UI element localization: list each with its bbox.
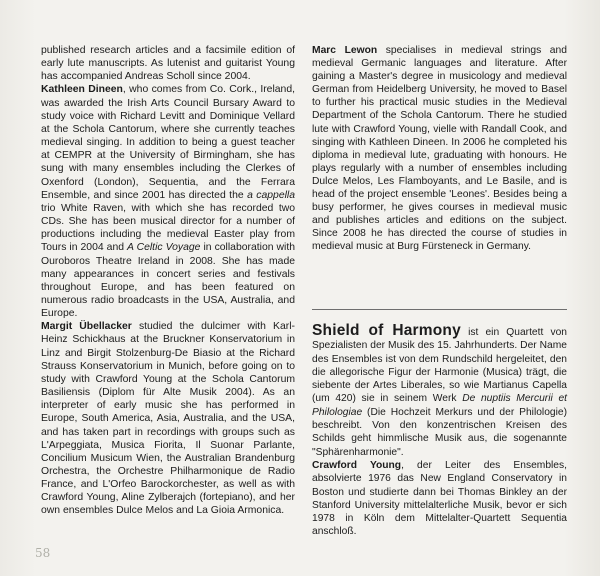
page-number: 58 xyxy=(35,546,51,560)
shield-italic: De nuptiis Mercurii et Philologiae xyxy=(312,393,567,418)
lewon-bio xyxy=(312,44,567,254)
ubellacker-name: Margit Übellacker xyxy=(41,321,132,333)
ubellacker-text: studied the dulcimer with Karl-Heinz Schickhaus at the Bruckner Konservatorium in Linz and Birgit Stolzenburg-De Biasio at the Richard Strauss Konservatorium in Munich, before going on to study with Crawford Young at the Schola Cantorum Basiliensis (Diplom für Alte Musik 2004). As an interpreter of early music she has performed in Europe, South America, Asia, Australia, and the USA, and has taken part in recordings with groups such as L'Arpeggiata, Musica Fiorita, Il Suonar Parlante, Concilium Musicum Wien, the Australian Brandenburg Orchestra, the Orchestre Philharmonique de Radio France, and L'Orfeo Barockorchester, as well as with Crawford Young, Aline Zylberajch (fortepiano), and her own ensembles Dulce Melos and La Gioia Armonica. xyxy=(41,321,295,517)
lewon-name: Marc Lewon xyxy=(312,45,378,56)
dineen-text-1: , who comes from Co. Cork., Ireland, was awarded the Irish Arts Council Bursary Award to study voice with Richard Levitt and Dominique Vellard at the Schola Cantorum, where she currently teaches medieval singing. In addition to being a guest teacher at CEMPR at the University of Birmingham, she has sung with many ensembles including the Clerkes of Oxenford (London), Sequentia, and the Ferrara Ensemble, and since 2001 has directed the xyxy=(41,84,295,201)
dineen-name: Kathleen Dineen xyxy=(41,84,123,96)
dineen-italic-2: A Celtic Voyage xyxy=(127,242,201,254)
dineen-bio xyxy=(41,83,295,320)
young-bio-german xyxy=(312,459,567,539)
young-name: Crawford Young xyxy=(312,459,402,471)
ubellacker-bio xyxy=(41,320,295,517)
young-bio-continuation: published research articles and a facsimile edition of early lute manuscripts. As lutenist and guitarist Young has accompanied Andreas Scholl since 2004. xyxy=(41,45,295,83)
shield-heading: Shield of Harmony xyxy=(312,322,461,339)
left-column xyxy=(41,44,295,518)
right-column xyxy=(312,44,567,254)
lewon-text: specialises in medieval strings and medieval Germanic languages and literature. After gaining a Master's degree in musicology and medieval German from Heidelberg University, he moved to Basel to further his practical music studies in the Medieval Department of the Schola Cantorum. There he studied lute with Crawford Young, vielle with Randall Cook, and singing with Kathleen Dineen. In 2006 he completed his diploma in medieval lute, graduating with honours. He plays regularly with a number of ensembles including Dulce Melos, Les Flamboyants, and Le Basile, and is head of the project ensemble 'Leones'. Besides being a busy performer, he gives courses in medieval music and publishes articles and editions on the subject. Since 2008 he has directed the course of studies in medieval music at Burg Fürsteneck in Germany. xyxy=(312,45,567,253)
dineen-text-2: trio White Raven, with which she has recorded two CDs. She has been musical director for a number of productions including the medieval Easter play from Tours in 2004 and xyxy=(41,202,295,254)
german-section xyxy=(312,324,567,539)
shield-text-2: (Die Hochzeit Merkurs und der Philologie) beschreibt. Von den konzentrischen Kreisen des Schilds geht himmlische Musik aus, die sogenannte "Sphärenharmonie". xyxy=(312,406,567,458)
shield-text-1: ist ein Quartett von Spezialisten der Musik des 15. Jahrhunderts. Der Name des Ensembles ist von dem Rundschild hergeleitet, den die allegorische Figur der Harmonie (Musica) trägt, die siebente der Artes Liberales, so wie Martianus Capella (um 420) sie in seinem Werk xyxy=(312,327,567,405)
dineen-italic-1: a cappella xyxy=(247,189,296,201)
dineen-text-3: in collaboration with Ouroboros Theatre Ireland in 2008. She has made many appearances in concert series and festivals throughout Europe, and has been featured on numerous radio broadcasts in the USA, Australia, and Europe. xyxy=(41,242,295,320)
section-divider xyxy=(312,309,567,310)
shield-description xyxy=(312,324,567,459)
young-text: , der Leiter des Ensembles, absolvierte 1976 das New England Conservatory in Boston und studierte dann bei Thomas Binkley an der Stanford University mittelalterliche Musik, bevor er sich 1978 in Köln dem Mittelalter-Quartett Sequentia anschloß. xyxy=(312,459,567,538)
